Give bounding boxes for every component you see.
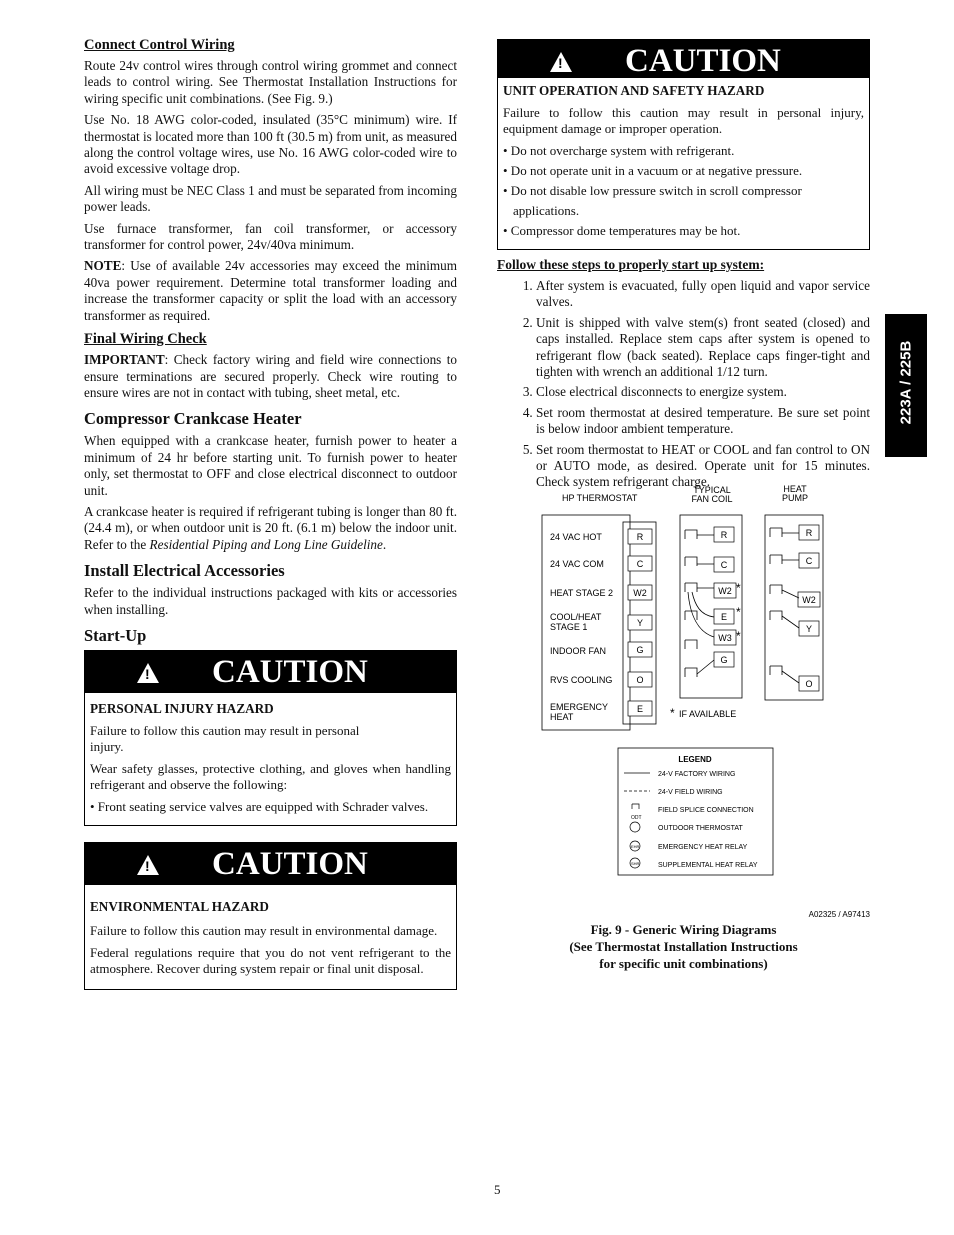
legend-label: EMERGENCY HEAT RELAY	[658, 844, 748, 851]
heat-pump-label: PUMP	[781, 493, 809, 503]
fan-coil-terminals	[714, 527, 741, 667]
terminal-label: RVS COOLING	[550, 675, 613, 685]
fan-coil-label: TYPICAL	[693, 485, 731, 495]
asterisk: *	[670, 706, 675, 720]
asterisk: *	[736, 605, 741, 619]
terminal-label: STAGE 1	[550, 622, 588, 632]
caption-line: Fig. 9 - Generic Wiring Diagrams	[590, 922, 777, 937]
caution-box-environmental	[84, 842, 457, 990]
terminal-label: 24 VAC COM	[550, 559, 604, 569]
warning-triangle-icon: !	[550, 52, 572, 72]
caution-box-unit-operation	[497, 39, 870, 250]
terminal-code: G	[720, 655, 728, 665]
terminal-code: W3	[718, 633, 732, 643]
electrical-accessories-heading: Install Electrical Accessories	[84, 561, 285, 581]
terminal-label: COOL/HEAT	[550, 612, 602, 622]
list-item: 4. Set room thermostat at desired temperature. Be sure set point is below indoor ambient temperature.	[536, 405, 870, 438]
text-run: .	[382, 536, 387, 552]
paragraph	[84, 504, 457, 553]
paragraph: Refer to the individual instructions packaged with kits or accessories when installing.	[84, 585, 457, 617]
caution-title: CAUTION	[212, 653, 368, 690]
terminal-label: INDOOR FAN	[550, 646, 607, 656]
hazard-title: ENVIRONMENTAL HAZARD	[90, 898, 269, 914]
paragraph: Route 24v control wires through control wiring grommet and connect leads to control wiring. See Thermostat Installation Instructions for wiring specific unit combinations. (See Fig. 9.)	[84, 58, 457, 106]
caution-banner	[85, 843, 456, 885]
page-number: 5	[494, 1182, 501, 1197]
caution-banner	[85, 651, 456, 693]
terminal-code: E	[636, 704, 644, 714]
legend-label: 24-V FACTORY WIRING	[658, 771, 736, 778]
terminal-code: Y	[636, 618, 644, 628]
if-available-note: IF AVAILABLE	[679, 709, 737, 719]
list-item: 2. Unit is shipped with valve stem(s) front seated (closed) and caps installed. Replace stem caps after system is opened to refrigerant flow (back seated). Replace caps finger-tight and tighten with wrench an additional 1/12 turn.	[536, 315, 870, 381]
terminal-code: O	[636, 675, 644, 685]
warning-triangle-icon: !	[137, 663, 159, 683]
hp-thermostat-label: HP THERMOSTAT	[562, 493, 638, 503]
caution-banner	[498, 40, 869, 78]
figure-caption	[497, 921, 870, 972]
legend-items	[624, 771, 758, 869]
terminal-code: G	[636, 645, 644, 655]
bullet-item-continued: applications.	[513, 203, 580, 218]
splice-connections	[685, 530, 714, 677]
startup-steps-list	[497, 278, 870, 491]
startup-heading: Start-Up	[84, 625, 147, 645]
ehr-label: EHR	[631, 844, 640, 849]
caption-line: for specific unit combinations)	[599, 956, 768, 971]
note-label: NOTE	[84, 258, 122, 274]
terminal-code: Y	[805, 624, 813, 634]
important-paragraph	[84, 352, 457, 401]
paragraph: Use No. 18 AWG color-coded, insulated (35°C minimum) wire. If thermostat is located more than 100 ft (30.5 m) from unit, as measured along the control voltage wires, use No. 16 AWG color-coded wire to avoid excessive voltage drop.	[84, 112, 457, 177]
bullet-item: • Do not overcharge system with refrigerant.	[503, 143, 735, 158]
paragraph: When equipped with a crankcase heater, furnish power to heater a minimum of 24 hr before starting unit. To furnish power to heater only, set thermostat to OFF and close electrical disconnect to outdoor unit.	[84, 433, 457, 498]
heat-pump-splices	[770, 528, 799, 683]
list-item: 5. Set room thermostat to HEAT or COOL and fan control to ON or AUTO mode, as desired. Operate unit for 15 minutes. Check system refrigerant charge.	[536, 442, 870, 491]
hazard-title: UNIT OPERATION AND SAFETY HAZARD	[503, 83, 765, 98]
paragraph: Failure to follow this caution may result in environmental damage.	[90, 922, 438, 938]
caution-box-personal-injury	[84, 650, 457, 826]
terminal-code: C	[636, 559, 644, 569]
legend-label: 24-V FIELD WIRING	[658, 789, 723, 796]
paragraph: Federal regulations require that you do not vent refrigerant to the atmosphere. Recover during system repair or final unit disposal.	[90, 944, 451, 976]
terminal-code: C	[805, 556, 813, 566]
figure-code: A02325 / A97413	[808, 910, 870, 919]
hazard-title: PERSONAL INJURY HAZARD	[90, 700, 274, 716]
terminal-code: C	[720, 560, 728, 570]
bullet-item: • Front seating service valves are equipped with Schrader valves.	[90, 798, 429, 814]
terminal-code: W2	[633, 588, 647, 598]
text-run: A crankcase heater is required if refrigerant tubing is longer than 80 ft. (24.4 m), or when outdoor unit is 20 ft. (6.1 m) below the indoor unit. Refer to the	[84, 503, 457, 552]
startup-steps-heading: Follow these steps to properly start up system:	[497, 257, 765, 272]
heat-pump-label: HEAT	[783, 484, 807, 494]
caution-title: CAUTION	[212, 845, 368, 882]
paragraph: Failure to follow this caution may result in personal injury, equipment damage or improper operation.	[503, 105, 864, 136]
outdoor-thermostat-icon	[630, 822, 640, 832]
guideline-title: Residential Piping and Long Line Guideline	[149, 536, 383, 552]
paragraph: Use furnace transformer, fan coil transformer, or accessory transformer for control power, 24v/40va minimum.	[84, 220, 457, 253]
note-paragraph	[84, 258, 457, 324]
thermostat-rows	[550, 529, 652, 722]
shr-label: SHR	[631, 861, 640, 866]
terminal-code: R	[636, 532, 644, 542]
final-wiring-check-heading: Final Wiring Check	[84, 331, 207, 348]
terminal-code: O	[805, 679, 813, 689]
terminal-code: W2	[802, 595, 816, 605]
warning-triangle-icon: !	[137, 855, 159, 875]
paragraph: All wiring must be NEC Class 1 and must be separated from incoming power leads.	[84, 182, 457, 215]
heat-pump-terminals	[798, 525, 820, 691]
terminal-code: W2	[718, 586, 732, 596]
bullet-item: • Do not operate unit in a vacuum or at negative pressure.	[503, 163, 803, 178]
legend-label: SUPPLEMENTAL HEAT RELAY	[658, 862, 758, 869]
splice-icon	[632, 804, 639, 809]
odt-label: ODT	[631, 815, 642, 821]
heat-pump-box	[765, 515, 823, 700]
terminal-code: E	[720, 612, 728, 622]
important-text: : Check factory wiring and field wire connections to ensure terminations are secured properly. Check wire routing to ensure wires are not in contact with tubing, sheet metal, etc.	[84, 352, 457, 400]
legend-title: LEGEND	[678, 755, 712, 764]
bullet-item: • Compressor dome temperatures may be hot.	[503, 223, 741, 238]
terminal-code: R	[720, 530, 728, 540]
crankcase-heater-heading: Compressor Crankcase Heater	[84, 409, 302, 429]
left-column	[84, 36, 457, 990]
paragraph: Wear safety glasses, protective clothing, and gloves when handling refrigerant and observe the following:	[90, 760, 451, 792]
wiring-diagram	[540, 480, 875, 920]
caption-line: (See Thermostat Installation Instructions	[569, 939, 798, 954]
fan-coil-label: FAN COIL	[691, 494, 733, 504]
terminal-label: EMERGENCY	[550, 702, 609, 712]
model-number: 223A / 225B	[897, 340, 915, 425]
terminal-code: R	[805, 528, 813, 538]
list-item: 1. After system is evacuated, fully open liquid and vapor service valves.	[536, 278, 870, 311]
asterisk: *	[736, 629, 741, 643]
terminal-label: HEAT STAGE 2	[550, 588, 614, 598]
list-item: 3. Close electrical disconnects to energize system.	[536, 384, 870, 400]
connect-control-wiring-heading: Connect Control Wiring	[84, 37, 235, 53]
note-text: : Use of available 24v accessories may exceed the minimum 40va power requirement. Determine total transformer loading and increase the transformer capacity or split the load with an accessory transformer as required.	[84, 258, 457, 323]
bullet-item: • Do not disable low pressure switch in scroll compressor	[503, 183, 802, 198]
fan-coil-box	[680, 515, 742, 698]
caution-title: CAUTION	[625, 43, 781, 79]
right-column	[497, 39, 870, 495]
paragraph: Failure to follow this caution may result in personal injury.	[90, 722, 360, 754]
terminal-label: HEAT	[550, 712, 574, 722]
asterisk: *	[736, 581, 741, 595]
legend-label: FIELD SPLICE CONNECTION	[658, 807, 754, 814]
side-tab	[885, 314, 927, 457]
important-label: IMPORTANT	[84, 352, 165, 368]
terminal-label: 24 VAC HOT	[550, 532, 602, 542]
legend-label: OUTDOOR THERMOSTAT	[658, 825, 743, 832]
